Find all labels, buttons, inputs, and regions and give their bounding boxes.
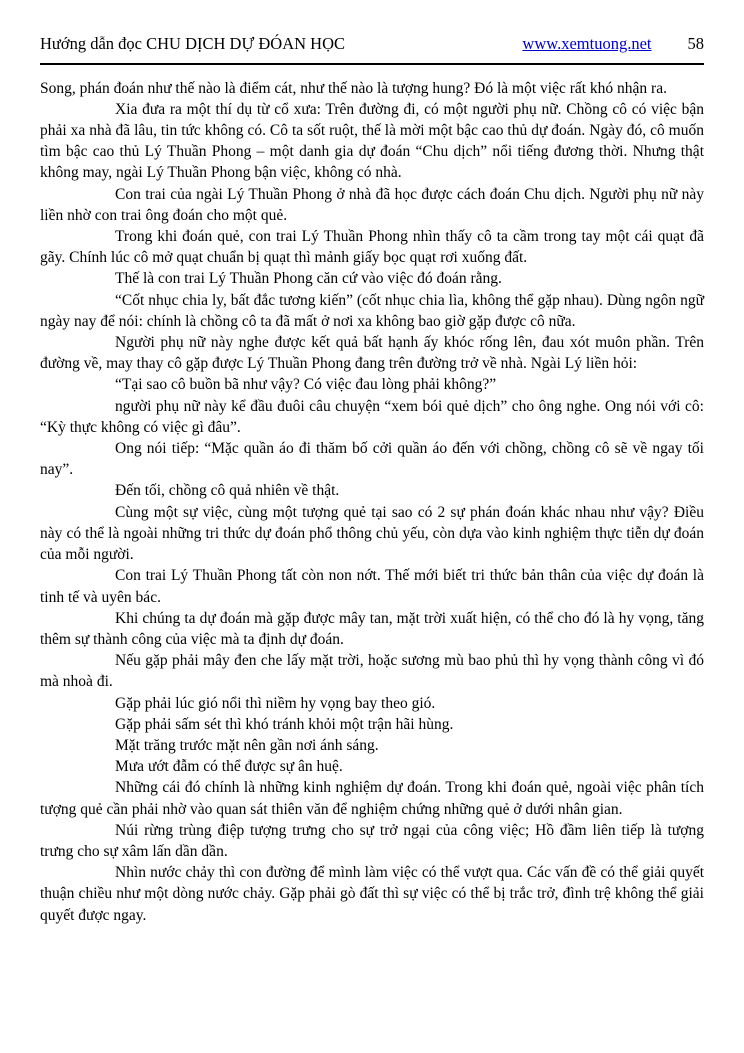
paragraph: Gặp phải lúc gió nổi thì niềm hy vọng bay theo gió. (115, 694, 436, 712)
page-title: Hướng dẫn đọc CHU DỊCH DỰ ĐÓAN HỌC (40, 34, 345, 53)
paragraph: Ong nói tiếp: “Mặc quần áo đi thăm bố cởi quần áo đến với chồng, chồng cô sẽ về ngay tối nay”. (40, 440, 704, 479)
paragraph: Nếu gặp phải mây đen che lấy mặt trời, hoặc sương mù bao phủ thì hy vọng thành công vì đó mà nhoà đi. (40, 652, 704, 691)
header-right-group (522, 34, 704, 55)
paragraph: Con trai Lý Thuần Phong tất còn non nớt. Thế mới biết tri thức bản thân của việc dự đoán là tinh tế và uyên bác. (40, 567, 704, 606)
paragraph: Người phụ nữ này nghe được kết quả bất hạnh ấy khóc rống lên, đau xót muôn phần. Trên đường về, may thay cô gặp được Lý Thuần Phong đang trên đường trở về nhà. Ngài Lý liền hỏi: (40, 334, 704, 373)
header-divider (40, 63, 704, 65)
paragraph: Con trai của ngài Lý Thuần Phong ở nhà đã học được cách đoán Chu dịch. Người phụ nữ này liền nhờ con trai ông đoán cho một quẻ. (40, 185, 704, 224)
paragraph: Núi rừng trùng điệp tượng trưng cho sự trở ngại của công việc; Hồ đầm liên tiếp là tượng trưng cho sự xâm lấn dần dần. (40, 821, 704, 860)
page-body (40, 78, 704, 926)
paragraph: Nhìn nước chảy thì con đường để mình làm việc có thể vượt qua. Các vấn đề có thể giải quyết thuận chiều như một dòng nước chảy. Gặp phải gò đất thì sự việc có thể bị trắc trở, đình trệ không thể giải quyết được ngay. (40, 864, 704, 924)
paragraph: “Tại sao cô buồn bã như vậy? Có việc đau lòng phải không?” (115, 376, 497, 394)
paragraph: Thế là con trai Lý Thuần Phong căn cứ vào việc đó đoán rằng. (115, 270, 502, 288)
paragraph: Những cái đó chính là những kinh nghiệm dự đoán. Trong khi đoán quẻ, ngoài việc phân tích tượng quẻ cần phải nhờ vào quan sát thiên văn để nghiệm chứng những quẻ ở dưới nhân gian. (40, 779, 704, 818)
paragraph: Mặt trăng trước mặt nên gần nơi ánh sáng. (115, 736, 379, 754)
paragraph: Cùng một sự việc, cùng một tượng quẻ tại sao có 2 sự phán đoán khác nhau như vậy? Điều này có thể là ngoài những tri thức dự đoán phổ thông chủ yếu, còn dựa vào kinh nghiệm thực tiễn dự đoán của mỗi người. (40, 503, 704, 564)
paragraph: người phụ nữ này kể đầu đuôi câu chuyện “xem bói quẻ dịch” cho ông nghe. Ong nói với cô: “Kỳ thực không có việc gì đâu”. (40, 397, 704, 436)
paragraph: Gặp phải sấm sét thì khó tránh khỏi một trận hãi hùng. (115, 715, 454, 733)
page-number: 58 (687, 34, 704, 53)
paragraph: Trong khi đoán quẻ, con trai Lý Thuần Phong nhìn thấy cô ta cầm trong tay một cái quạt đã gãy. Chính lúc cô mở quạt chuẩn bị quạt thì mảnh giấy bọc quạt rơi xuống đất. (40, 228, 704, 267)
paragraph: Mưa ướt đẫm có thể được sự ân huệ. (115, 758, 343, 776)
page-header (40, 34, 704, 63)
website-link[interactable]: www.xemtuong.net (522, 34, 652, 53)
paragraph: Xia đưa ra một thí dụ từ cổ xưa: Trên đường đi, có một người phụ nữ. Chồng cô có việc bận phải xa nhà đã lâu, tin tức không có. Cô ta sốt ruột, thế là mời một bậc cao thủ dự đoán. Ngày đó, cô muốn tìm bậc cao thủ Lý Thuần Phong – một danh gia dự đoán “Chu dịch” nổi tiếng đương thời. Nhưng thật không may, ngài Lý Thuần Phong bận việc, không có nhà. (40, 100, 704, 182)
paragraph: Đến tối, chồng cô quả nhiên về thật. (115, 482, 340, 500)
paragraph: Khi chúng ta dự đoán mà gặp được mây tan, mặt trời xuất hiện, có thể cho đó là hy vọng, tăng thêm sự thành công của việc mà ta định dự đoán. (40, 609, 704, 648)
paragraph: “Cốt nhục chia ly, bất đắc tương kiến” (cốt nhục chia lìa, không thể gặp nhau). Dùng ngôn ngữ ngày nay để nói: chính là chồng cô ta đã mất ở nơi xa không bao giờ gặp được cô nữa. (40, 291, 704, 330)
paragraph: Song, phán đoán như thế nào là điểm cát, như thế nào là tượng hung? Đó là một việc rất khó nhận ra. (40, 79, 667, 97)
